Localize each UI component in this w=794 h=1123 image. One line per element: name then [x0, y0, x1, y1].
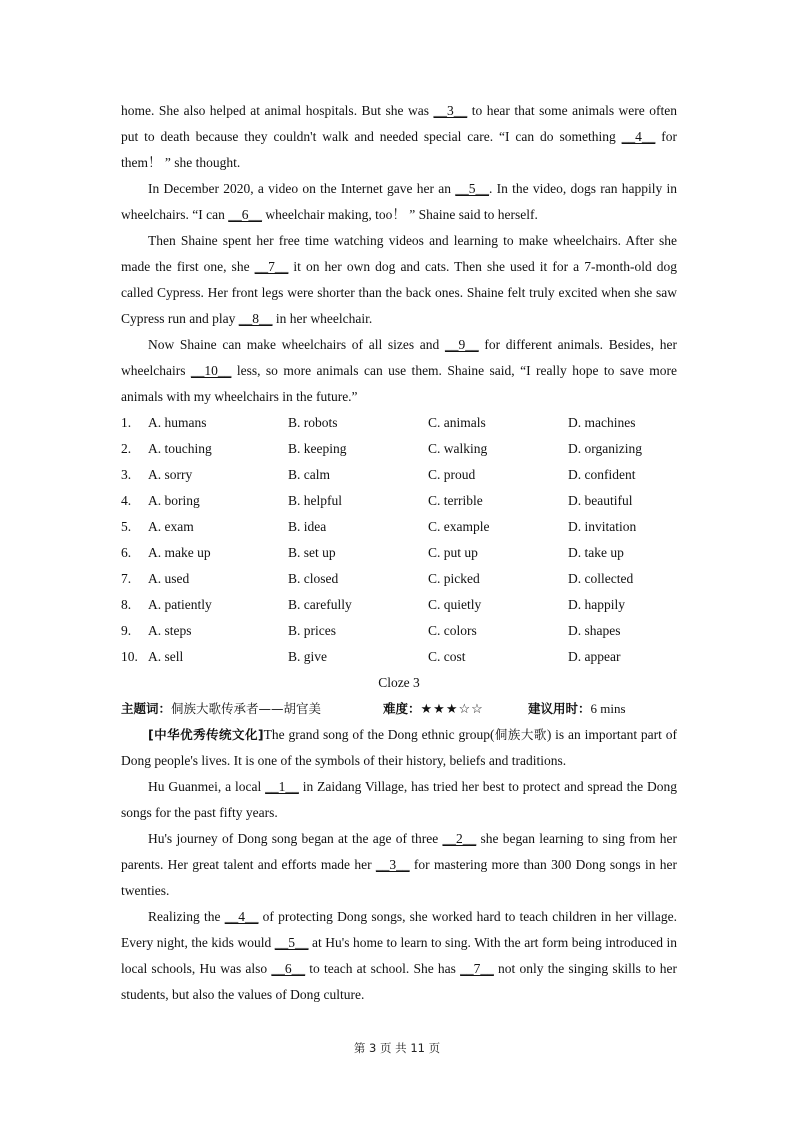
blank-7: __7__	[460, 961, 494, 976]
passage-paragraph-home: home. She also helped at animal hospitals. But she was __3__ to hear that some animals were often put to death because they couldn't walk and needed special care. “I can do something __4__ for them！ ” she thought.	[121, 103, 678, 170]
blank-10: __10__	[190, 363, 232, 378]
cloze-paragraph-hu-local: Hu Guanmei, a local __1__ in Zaidang Village, has tried her best to protect and spread the Dong songs for the past fifty years.	[121, 779, 677, 820]
blank-5: __5__	[274, 935, 309, 950]
passage-paragraph-now: Now Shaine can make wheelchairs of all sizes and __9__ for different animals. Besides, her wheelchairs __10__ less, so more animals can use them. Shaine said, “I really hope to save more animals with my wheelchairs in the future.”	[121, 337, 677, 404]
blank-3: __3__	[375, 857, 410, 872]
difficulty-stars: ★★★☆☆	[420, 701, 484, 716]
option-row: 3. A. sorry B. calm C. proud D. confident	[121, 467, 636, 482]
blank-8: __8__	[238, 311, 273, 326]
blank-2: __2__	[442, 831, 477, 846]
time-field: 建议用时：6 mins	[528, 701, 626, 716]
option-row: 8. A. patiently B. carefully C. quietly D. happily	[121, 597, 625, 612]
option-row: 10. A. sell B. give C. cost D. appear	[121, 649, 621, 664]
answer-options-table	[121, 410, 677, 670]
blank-7: __7__	[254, 259, 289, 274]
culture-tag: [中华优秀传统文化]	[148, 727, 264, 742]
document-body	[121, 98, 677, 1008]
blank-9: __9__	[444, 337, 479, 352]
cloze-meta-row	[121, 696, 677, 722]
option-row: 9. A. steps B. prices C. colors D. shapes	[121, 623, 621, 638]
topic-field: 主题词：侗族大歌传承者——胡官美	[121, 701, 322, 716]
option-row: 1. A. humans B. robots C. animals D. machines	[121, 415, 636, 430]
blank-5: __5__	[455, 181, 490, 196]
option-row: 4. A. boring B. helpful C. terrible D. beautiful	[121, 493, 633, 508]
cloze-intro-paragraph: [中华优秀传统文化]The grand song of the Dong ethnic group(侗族大歌) is an important part of Dong people's lives. It is one of the symbols of their history, beliefs and traditions.	[121, 727, 677, 768]
option-row: 7. A. used B. closed C. picked D. collected	[121, 571, 634, 586]
blank-4: __4__	[621, 129, 656, 144]
blank-1: __1__	[265, 779, 299, 794]
option-row: 6. A. make up B. set up C. put up D. take up	[121, 545, 624, 560]
cloze-paragraph-journey: Hu's journey of Dong song began at the age of three __2__ she began learning to sing from her parents. Her great talent and efforts made her __3__ for mastering more than 300 Dong songs in her twenties.	[121, 831, 678, 898]
option-row: 2. A. touching B. keeping C. walking D. organizing	[121, 441, 642, 456]
section-title: Cloze 3	[378, 675, 420, 690]
page-footer: 第 3 页 共 11 页	[353, 1041, 441, 1055]
blank-3: __3__	[433, 103, 468, 118]
blank-6: __6__	[271, 961, 306, 976]
difficulty-field: 难度：★★★☆☆	[383, 701, 484, 716]
option-row: 5. A. exam B. idea C. example D. invitation	[121, 519, 637, 534]
blank-4: __4__	[224, 909, 259, 924]
cloze-paragraph-realizing: Realizing the __4__ of protecting Dong songs, she worked hard to teach children in her village. Every night, the kids would __5__ at Hu's home to learn to sing. With the art form being introduced in local schools, Hu was also __6__ to teach at school. She has __7__ not only the singing skills to her students, but also the values of Dong culture.	[121, 909, 678, 1002]
passage-paragraph-then: Then Shaine spent her free time watching videos and learning to make wheelchairs. After she made the first one, she __7__ it on her own dog and cats. Then she used it for a 7-month-old dog called Cypress. Her front legs were shorter than the back ones. Shaine felt truly excited when she saw Cypress run and play __8__ in her wheelchair.	[121, 233, 678, 326]
blank-6: __6__	[228, 207, 262, 222]
passage-paragraph-december: In December 2020, a video on the Internet gave her an __5__. In the video, dogs ran happily in wheelchairs. “I can __6__ wheelchair making, too！ ” Shaine said to herself.	[121, 181, 677, 222]
